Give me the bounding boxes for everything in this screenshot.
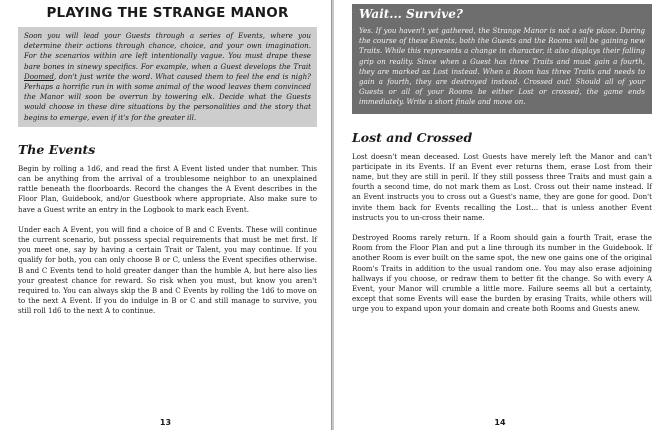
sidebar-text: Yes. If you haven't yet gathered, the Strange Manor is not a safe place. During the course of these Events, both the Guests and the Rooms will be gaining new Traits. While this represents a change in character, it also displays their falling grip on reality. Since when a Guest has three Traits and must gain a fourth, they are marked as Lost instead. When a Room has three Traits and needs to gain a fourth, they are destroyed instead. Crossed out! Should all of your Guests or all of your Rooms be either Lost or crossed, the game ends immediately. Write a short finale and move on. [359, 26, 645, 107]
page-number-left: 13 [159, 418, 172, 427]
intro-text-part1: Soon you will lead your Guests through a series of Events, where you determine their actions through chance, choice, and your own imagination. For the scenarios within are left intentionally vague. You must drape these bare bones in sinewy specifics. For example, when a Guest develops the Trait [24, 31, 311, 71]
page-number-right: 14 [494, 418, 506, 427]
section-heading-events: The Events [18, 141, 96, 157]
section-heading-lost-crossed: Lost and Crossed [352, 129, 473, 145]
sidebar-heading: Wait... Survive? [359, 7, 463, 21]
lost-paragraph-2: Destroyed Rooms rarely return. If a Room should gain a fourth Trait, erase the Room from the Floor Plan and put a line through its number in the Guidebook. If another Room is ever built on the same spot, the new one gains one of the original Room's Traits in addition to the usual random one. You may also erase adjoining hallways if you choose, or redraw them to better fit the change. So with every A Event, your Manor will crumble a little more. Failure seems all but a certainty, except that some Events will ease the burden by erasing Traits, while others will urge you to expand upon your domain and create both Rooms and Guests anew. [352, 233, 652, 314]
events-paragraph-2: Under each A Event, you will find a choice of B and C Events. These will continue the current scenario, but possess special requirements that must be met first. If you meet one, say by having a certain Trait or Talent, you may continue. If you qualify for both, you can only choose B or C, unless the Event specifies otherwise. B and C Events tend to hold greater danger than the humble A, but here also lies your greatest chance for reward. So risk when you must, but know you aren't required to. You can always skip the B and C Events by rolling the 1d6 to move on to the next A Event. If you do indulge in B or C and still manage to survive, you still roll 1d6 to the next A to continue. [18, 224, 317, 316]
events-paragraph-1: Begin by rolling a 1d6, and read the first A Event listed under that number. This can be anything from the arrival of a troublesome neighbor to an unexplained rattle beneath the floorboards. Record the changes the A Event describes in the Floor Plan, Guidebook, and/or Guestbook where appropriate. Also make sure to have a Guest write an entry in the Logbook to mark each Event. [18, 163, 317, 214]
trait-doomed: Doomed [24, 71, 54, 81]
intro-text-part2: , don't just write the word. What caused them to feel the end is nigh? Perhaps a horrific run in with some animal of the wood leaves them convinced the Manor will soon be overrun by towering elk. Decide what the Guests would choose in these dire situations by the personalities and the story that begins to emerge, even if it's for the greater ill. [24, 71, 311, 122]
sidebar-box [352, 4, 652, 114]
page-title: PLAYING THE STRANGE MANOR [46, 5, 289, 21]
intro-box [18, 27, 317, 127]
lost-paragraph-1: Lost doesn't mean deceased. Lost Guests have merely left the Manor and can't participate in its Events. If an Event ever returns them, erase Lost from their name, but they are still in peril. If they still possess three Traits and must gain a fourth a second time, do not mark them as Lost. Cross out their name instead. If an Event instructs you to cross out a Guest's name, they are gone for good. Don't invite them back for Events recalling the Lost... that is unless another Event instructs you to un-cross their name. [352, 151, 652, 222]
left-page [0, 0, 332, 430]
right-page [334, 0, 666, 430]
